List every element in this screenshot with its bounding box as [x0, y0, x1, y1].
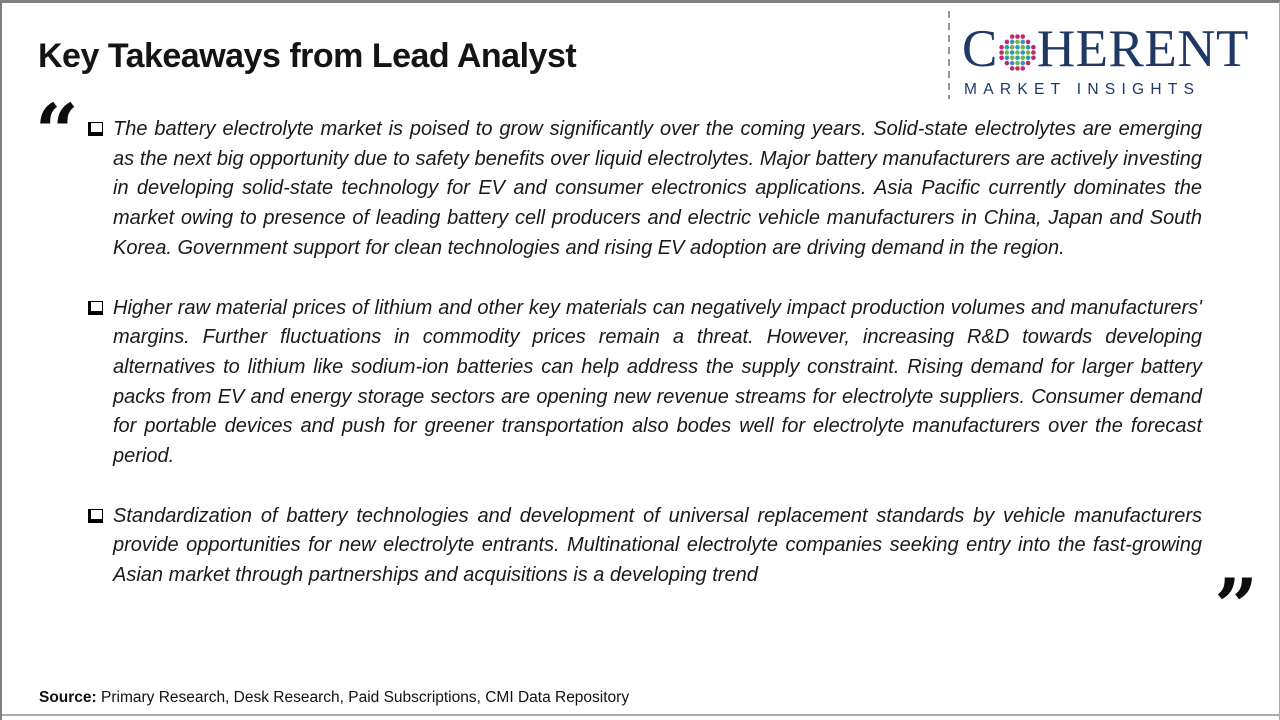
square-bullet-icon: [88, 122, 103, 136]
bottom-rule: [2, 714, 1280, 716]
open-quote-mark: “: [35, 87, 79, 176]
page-title: Key Takeaways from Lead Analyst: [38, 37, 577, 75]
globe-icon: [999, 34, 1036, 71]
analyst-takeaways: [88, 115, 1202, 621]
logo-letters-herent: HERENT: [1036, 20, 1249, 78]
close-quote-mark: ”: [1214, 562, 1258, 651]
logo-tagline: MARKET INSIGHTS: [964, 81, 1201, 98]
company-logo: [948, 3, 1280, 113]
logo-letter-c: C: [962, 20, 998, 78]
source-label: Source:: [39, 689, 97, 706]
takeaway-text: Higher raw material prices of lithium and other key materials can negatively impact production volumes and manufacturers' margins. Further fluctuations in commodity prices remain a threat. However, increasing R&D towards developing alternatives to lithium like sodium-ion batteries can help address the supply constraint. Rising demand for larger battery packs from EV and energy storage sectors are opening new revenue streams for electrolyte suppliers. Consumer demand for portable devices and push for greener transportation also bodes well for electrolyte manufacturers over the forecast period.: [113, 296, 1202, 468]
takeaway-paragraph: [88, 294, 1202, 472]
source-line: [39, 689, 629, 707]
source-text: Primary Research, Desk Research, Paid Subscriptions, CMI Data Repository: [101, 689, 630, 706]
takeaway-paragraph: [88, 115, 1202, 264]
takeaway-text: The battery electrolyte market is poised to grow significantly over the coming years. Solid-state electrolytes are emerging as the next big opportunity due to safety benefits over liquid electrolytes. Major battery manufacturers are actively investing in developing solid-state technology for EV and consumer electronics applications. Asia Pacific currently dominates the market owing to presence of leading battery cell producers and electric vehicle manufacturers in China, Japan and South Korea. Government support for clean technologies and rising EV adoption are driving demand in the region.: [113, 118, 1202, 259]
logo-divider: [948, 11, 950, 99]
takeaway-text: Standardization of battery technologies and development of universal replacement standards by vehicle manufacturers provide opportunities for new electrolyte entrants. Multinational electrolyte companies seeking entry into the fast-growing Asian market through partnerships and acquisitions is a developing trend: [113, 504, 1202, 587]
square-bullet-icon: [88, 301, 103, 315]
logo-wordmark: [962, 20, 1249, 78]
square-bullet-icon: [88, 509, 103, 523]
takeaway-paragraph: [88, 502, 1202, 591]
